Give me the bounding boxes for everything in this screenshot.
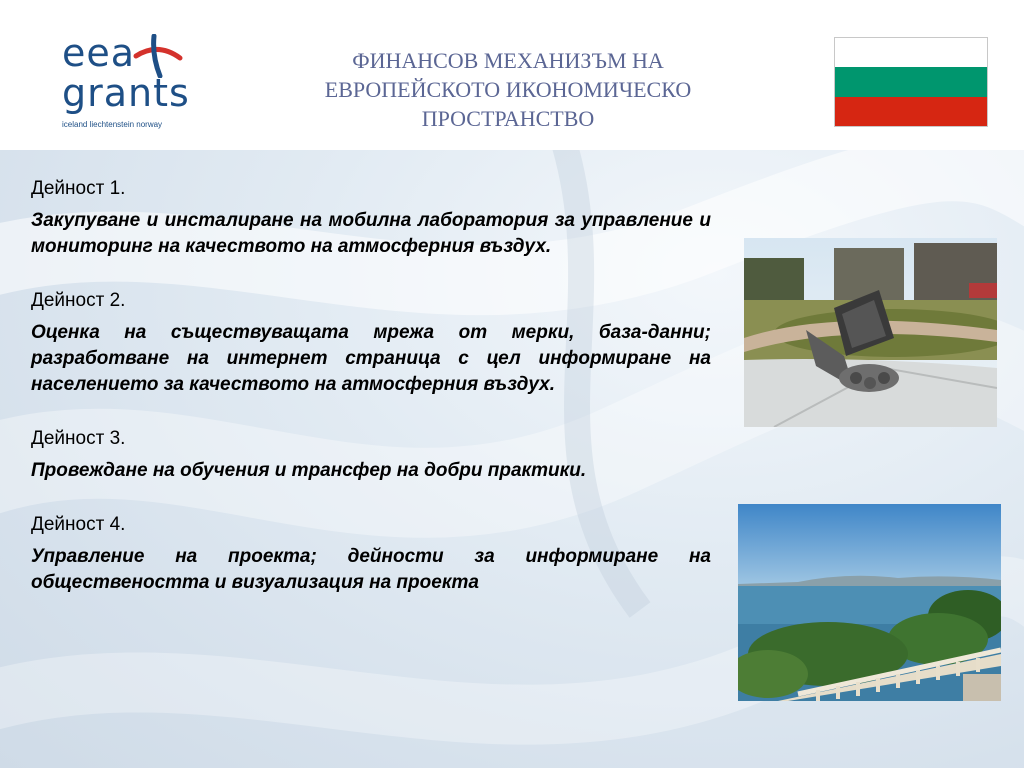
eea-grants-logo <box>58 31 190 134</box>
logo-text-grants: grants <box>62 71 190 115</box>
activity-4 <box>31 514 711 596</box>
sea-balustrade-photo <box>738 504 1001 701</box>
logo-text-eea: eea <box>62 31 136 75</box>
activity-2-text: Оценка на съществуващата мрежа от мерки, база-данни; разработване на интернет страница с цел информиране на населението за качеството на атмосферния въздух. <box>31 322 711 395</box>
activity-3-text: Провеждане на обучения и трансфер на добри практики. <box>31 460 587 481</box>
activity-4-text: Управление на проекта; дейности за информиране на обществеността и визуализация на проекта <box>31 546 711 593</box>
page-title: ФИНАНСОВ МЕХАНИЗЪМ НА ЕВРОПЕЙСКОТО ИКОНОМИЧЕСКО ПРОСТРАНСТВО <box>324 48 692 131</box>
activity-4-title: Дейност 4. <box>31 514 126 535</box>
activity-2 <box>31 290 711 398</box>
activity-1-title: Дейност 1. <box>31 178 126 199</box>
activities-list <box>31 178 711 626</box>
activity-1 <box>31 178 711 260</box>
flag-stripe-white <box>835 38 987 67</box>
flag-stripe-green <box>835 67 987 96</box>
park-monument-photo <box>744 238 997 427</box>
activity-2-title: Дейност 2. <box>31 290 126 311</box>
logo-countries: iceland liechtenstein norway <box>62 120 163 129</box>
flag-stripe-red <box>835 97 987 126</box>
activity-1-text: Закупуване и инсталиране на мобилна лаборатория за управление и мониторинг на качеството на атмосферния въздух. <box>31 210 711 257</box>
activity-3 <box>31 428 711 484</box>
activity-3-title: Дейност 3. <box>31 428 126 449</box>
slide-header <box>0 0 1024 150</box>
bulgarian-flag <box>835 38 987 126</box>
